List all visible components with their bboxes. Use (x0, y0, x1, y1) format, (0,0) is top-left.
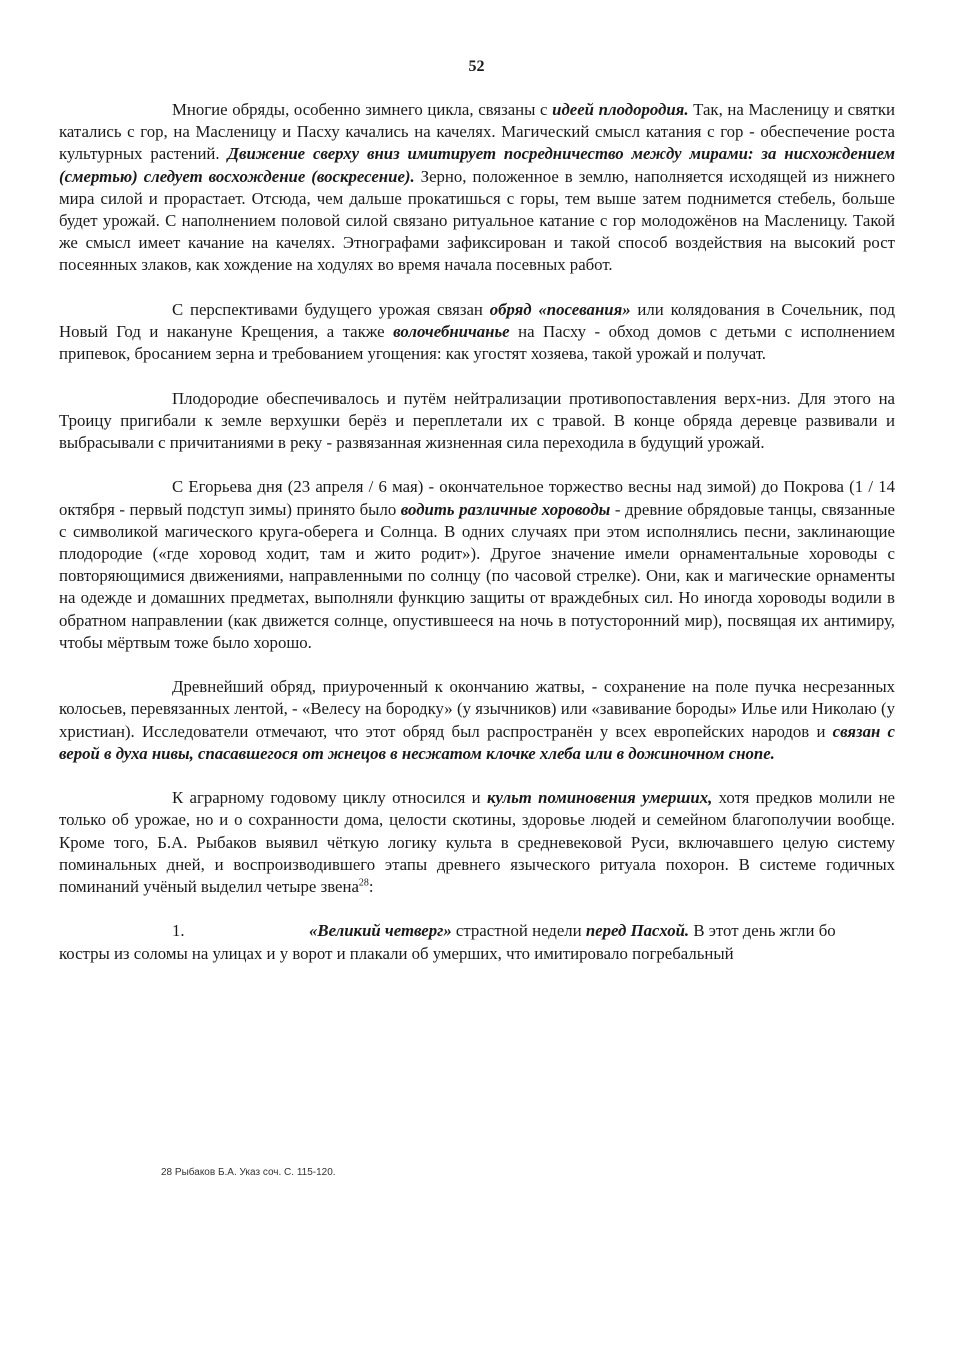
page-number: 52 (468, 58, 485, 75)
paragraph-1: Многие обряды, особенно зимнего цикла, связаны с идеей плодородия. Так, на Масленицу и святки катались с гор, на Масленицу и Пасху качались на качелях. Магический смысл катания с гор - обеспечение роста культурных растений. Движение сверху вниз имитирует посредничество между мирами: за нисхождением (смертью) следует восхождение (воскресение). Зерно, положенное в землю, наполняется исходящей из нижнего мира силой и прорастает. Отсюда, чем дальше прокатишься с горы, тем выше затем поднимется стебель, больше будет урожай. С наполнением половой силой связано ритуальное катание с гор молодожёнов на Масленицу. Такой же смысл имеет качание на качелях. Этнографами зафиксирован и такой способ воздействия на высокий рост посеянных злаков, как хождение на ходулях во время начала посевных работ. (59, 100, 895, 275)
paragraph-5: Древнейший обряд, приуроченный к окончанию жатвы, - сохранение на поле пучка несрезанных колосьев, перевязанных лентой, - «Велесу на бородку» (у язычников) или «завивание бороды» Илье или Николаю (у христиан). Исследователи отмечают, что этот обряд был распространён у всех европейских народов и связан с верой в духа нивы, спасавшегося от жнецов в несжатом клочке хлеба или в дожиночном снопе. (59, 677, 895, 763)
footnote-ref: 28 (358, 877, 369, 889)
list-item-1: 1. «Великий четверг» страстной недели перед Пасхой. В этот день жгли бо (59, 920, 895, 942)
paragraph-4: С Егорьева дня (23 апреля / 6 мая) - окончательное торжество весны над зимой) до Покрова (1 / 14 октября - первый подступ зимы) принято было водить различные хороводы - древние обрядовые танцы, связанные с символикой магического круга-оберега и Солнца. В одних случаях при этом исполнялись песни, заклинающие плодородие («где хоровод ходит, там и жито родит»). Другое значение имели орнаментальные хороводы с повторяющимися движениями, направленными по солнцу (по часовой стрелке). Они, как и магические орнаменты на одежде и домашних предметах, выполняли функцию защиты от враждебных сил. Но иногда хороводы водили в обратном направлении (как движется солнце, опустившееся на ночь в потусторонний мир), посвящая их антимиру, чтобы мёртвым тоже было хорошо. (59, 477, 895, 652)
list-item-1-continuation: костры из соломы на улицах и у ворот и плакали об умерших, что имитировало погребальный (59, 943, 734, 963)
paragraph-2: С перспективами будущего урожая связан обряд «посевания» или колядования в Сочельник, под Новый Год и накануне Крещения, а также волочебничанье на Пасху - обход домов с детьми с исполнением припевок, бросанием зерна и требованием угощения: как угостят хозяева, такой урожай и получат. (59, 299, 895, 364)
body-text (59, 99, 895, 965)
list-item-number: 1. (172, 921, 185, 941)
paragraph-6: К аграрному годовому циклу относился и культ поминовения умерших, хотя предков молили не только об урожае, но и о сохранности дома, целости скотины, здоровье людей и семейном благополучии вообще. Кроме того, Б.А. Рыбаков выявил чёткую логику культа в средневековой Руси, включавшего целую систему поминальных дней, и воспроизводившего этапы древнего языческого ритуала похорон. В системе годичных поминаний учёный выделил четыре звена$^{28}$: (59, 788, 895, 897)
footnote: 28 Рыбаков Б.А. Указ соч. С. 115-120. (161, 1167, 336, 1178)
paragraph-3: Плодородие обеспечивалось и путём нейтрализации противопоставления верх-низ. Для этого на Троицу пригибали к земле верхушки берёз и переплетали их с травой. В конце обряда деревце развивали и выбрасывали с причитаниями в реку - развязанная жизненная сила переходила в будущий урожай. (59, 388, 895, 453)
